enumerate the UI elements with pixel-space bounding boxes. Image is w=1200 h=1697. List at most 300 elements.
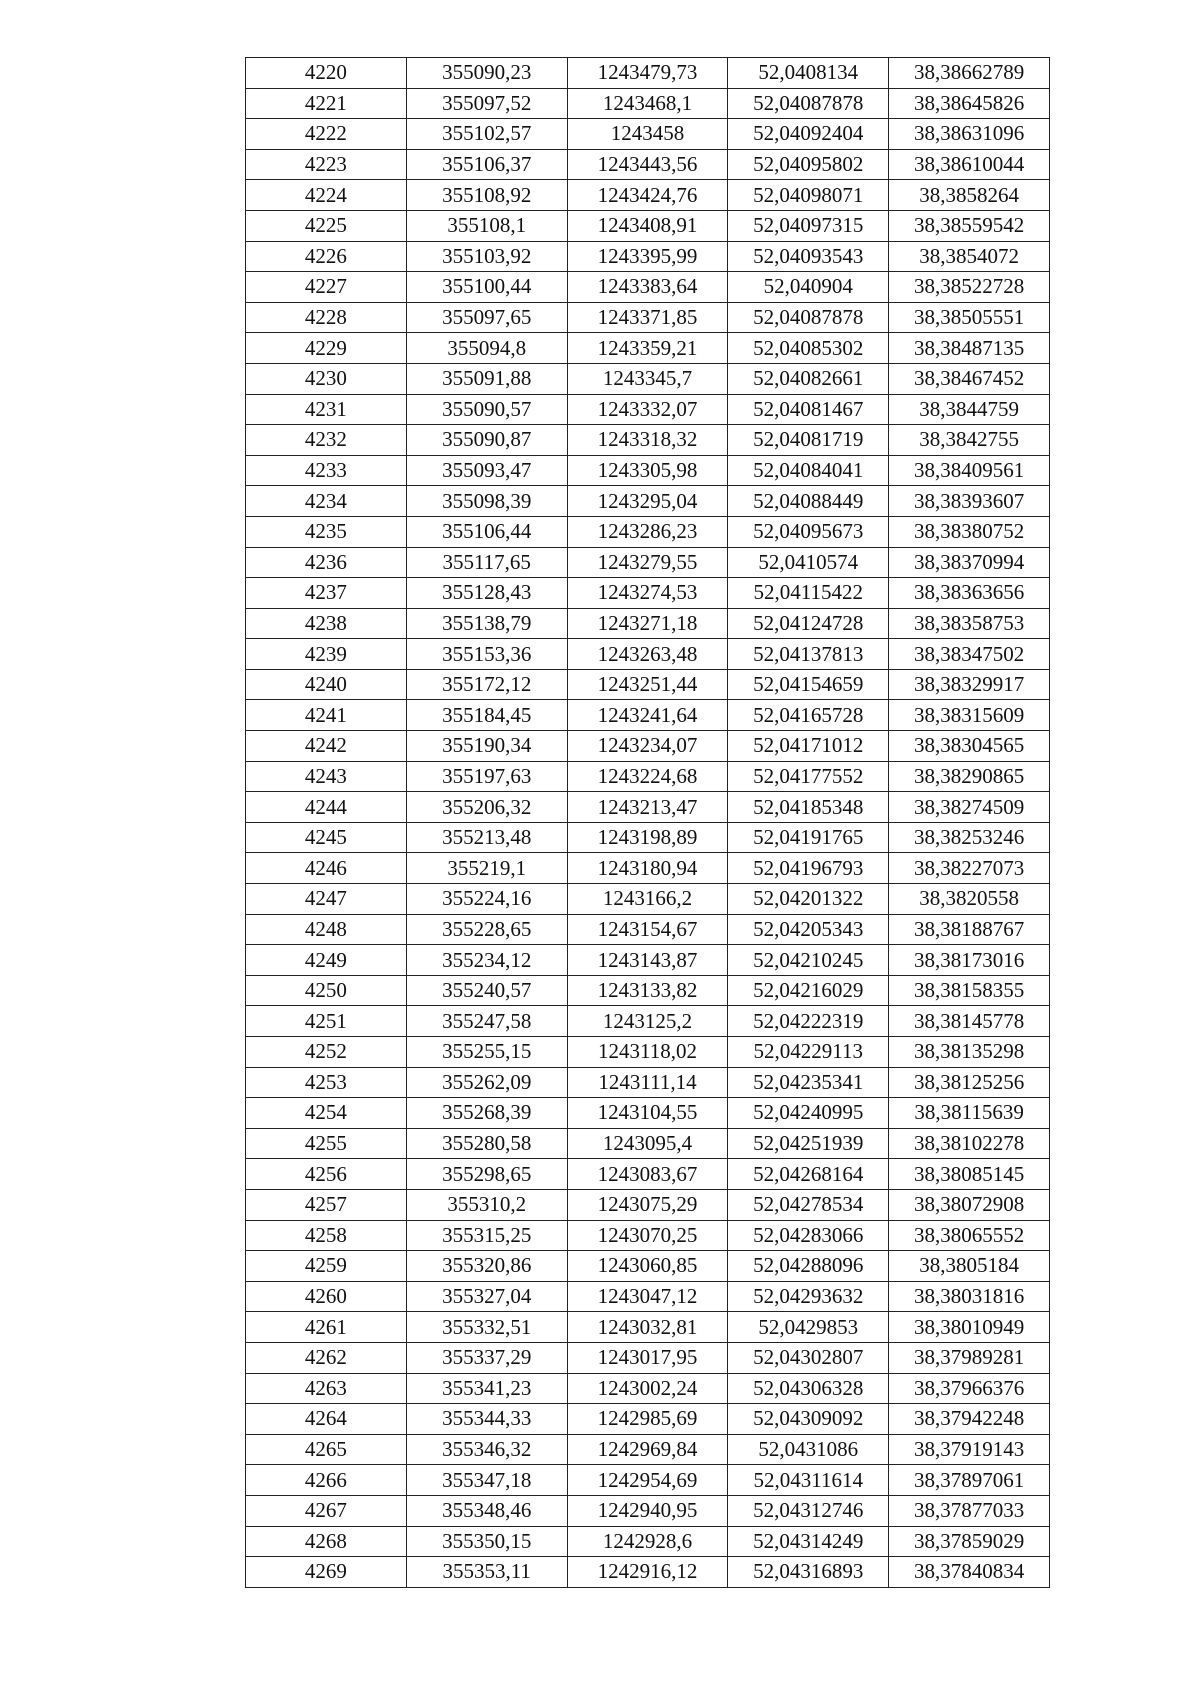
y-coordinate-cell: 1243133,82 [567, 975, 728, 1006]
longitude-cell: 38,38370994 [889, 547, 1050, 578]
longitude-cell: 38,38125256 [889, 1067, 1050, 1098]
point-number-cell: 4235 [246, 516, 407, 547]
table-row [246, 241, 1050, 272]
point-number-cell: 4253 [246, 1067, 407, 1098]
table-row [246, 1251, 1050, 1282]
y-coordinate-cell: 1243075,29 [567, 1189, 728, 1220]
longitude-cell: 38,3842755 [889, 425, 1050, 456]
y-coordinate-cell: 1243395,99 [567, 241, 728, 272]
table-row [246, 669, 1050, 700]
table-row [246, 1037, 1050, 1068]
point-number-cell: 4252 [246, 1037, 407, 1068]
point-number-cell: 4258 [246, 1220, 407, 1251]
longitude-cell: 38,38522728 [889, 272, 1050, 303]
point-number-cell: 4248 [246, 914, 407, 945]
table-row [246, 1373, 1050, 1404]
longitude-cell: 38,38158355 [889, 975, 1050, 1006]
x-coordinate-cell: 355310,2 [406, 1189, 567, 1220]
y-coordinate-cell: 1243180,94 [567, 853, 728, 884]
y-coordinate-cell: 1242928,6 [567, 1526, 728, 1557]
longitude-cell: 38,38559542 [889, 210, 1050, 241]
longitude-cell: 38,38010949 [889, 1312, 1050, 1343]
latitude-cell: 52,04196793 [728, 853, 889, 884]
longitude-cell: 38,38363656 [889, 578, 1050, 609]
longitude-cell: 38,38505551 [889, 302, 1050, 333]
y-coordinate-cell: 1243017,95 [567, 1342, 728, 1373]
table-row [246, 1404, 1050, 1435]
table-row [246, 516, 1050, 547]
table-row [246, 333, 1050, 364]
y-coordinate-cell: 1243318,32 [567, 425, 728, 456]
point-number-cell: 4222 [246, 119, 407, 150]
y-coordinate-cell: 1243271,18 [567, 608, 728, 639]
x-coordinate-cell: 355315,25 [406, 1220, 567, 1251]
latitude-cell: 52,04171012 [728, 731, 889, 762]
x-coordinate-cell: 355228,65 [406, 914, 567, 945]
latitude-cell: 52,040904 [728, 272, 889, 303]
x-coordinate-cell: 355280,58 [406, 1128, 567, 1159]
y-coordinate-cell: 1243198,89 [567, 822, 728, 853]
table-row [246, 363, 1050, 394]
latitude-cell: 52,04293632 [728, 1281, 889, 1312]
table-row [246, 884, 1050, 915]
point-number-cell: 4226 [246, 241, 407, 272]
x-coordinate-cell: 355353,11 [406, 1557, 567, 1588]
x-coordinate-cell: 355153,36 [406, 639, 567, 670]
table-row [246, 425, 1050, 456]
longitude-cell: 38,38290865 [889, 761, 1050, 792]
point-number-cell: 4231 [246, 394, 407, 425]
x-coordinate-cell: 355247,58 [406, 1006, 567, 1037]
longitude-cell: 38,38085145 [889, 1159, 1050, 1190]
y-coordinate-cell: 1243359,21 [567, 333, 728, 364]
longitude-cell: 38,38031816 [889, 1281, 1050, 1312]
latitude-cell: 52,04088449 [728, 486, 889, 517]
y-coordinate-cell: 1243002,24 [567, 1373, 728, 1404]
latitude-cell: 52,04312746 [728, 1495, 889, 1526]
table-row [246, 486, 1050, 517]
latitude-cell: 52,04316893 [728, 1557, 889, 1588]
y-coordinate-cell: 1242916,12 [567, 1557, 728, 1588]
x-coordinate-cell: 355108,1 [406, 210, 567, 241]
table-row [246, 578, 1050, 609]
latitude-cell: 52,04306328 [728, 1373, 889, 1404]
longitude-cell: 38,37877033 [889, 1495, 1050, 1526]
table-row [246, 1495, 1050, 1526]
y-coordinate-cell: 1243224,68 [567, 761, 728, 792]
x-coordinate-cell: 355347,18 [406, 1465, 567, 1496]
point-number-cell: 4246 [246, 853, 407, 884]
longitude-cell: 38,38253246 [889, 822, 1050, 853]
table-row [246, 792, 1050, 823]
y-coordinate-cell: 1243095,4 [567, 1128, 728, 1159]
table-row [246, 1128, 1050, 1159]
point-number-cell: 4249 [246, 945, 407, 976]
y-coordinate-cell: 1243118,02 [567, 1037, 728, 1068]
x-coordinate-cell: 355117,65 [406, 547, 567, 578]
table-row [246, 1434, 1050, 1465]
point-number-cell: 4263 [246, 1373, 407, 1404]
latitude-cell: 52,04092404 [728, 119, 889, 150]
point-number-cell: 4230 [246, 363, 407, 394]
longitude-cell: 38,3854072 [889, 241, 1050, 272]
point-number-cell: 4232 [246, 425, 407, 456]
longitude-cell: 38,37966376 [889, 1373, 1050, 1404]
table-row [246, 1465, 1050, 1496]
table-row [246, 1220, 1050, 1251]
y-coordinate-cell: 1243286,23 [567, 516, 728, 547]
latitude-cell: 52,04216029 [728, 975, 889, 1006]
table-row [246, 119, 1050, 150]
longitude-cell: 38,3820558 [889, 884, 1050, 915]
y-coordinate-cell: 1243234,07 [567, 731, 728, 762]
table-row [246, 1006, 1050, 1037]
table-row [246, 853, 1050, 884]
longitude-cell: 38,38115639 [889, 1098, 1050, 1129]
latitude-cell: 52,04154659 [728, 669, 889, 700]
longitude-cell: 38,38347502 [889, 639, 1050, 670]
coordinates-table-body [246, 58, 1050, 1588]
longitude-cell: 38,38409561 [889, 455, 1050, 486]
latitude-cell: 52,04095673 [728, 516, 889, 547]
y-coordinate-cell: 1243083,67 [567, 1159, 728, 1190]
table-row [246, 547, 1050, 578]
longitude-cell: 38,3858264 [889, 180, 1050, 211]
y-coordinate-cell: 1242954,69 [567, 1465, 728, 1496]
point-number-cell: 4239 [246, 639, 407, 670]
x-coordinate-cell: 355190,34 [406, 731, 567, 762]
x-coordinate-cell: 355234,12 [406, 945, 567, 976]
longitude-cell: 38,38188767 [889, 914, 1050, 945]
x-coordinate-cell: 355172,12 [406, 669, 567, 700]
longitude-cell: 38,3844759 [889, 394, 1050, 425]
point-number-cell: 4221 [246, 88, 407, 119]
x-coordinate-cell: 355090,87 [406, 425, 567, 456]
y-coordinate-cell: 1243166,2 [567, 884, 728, 915]
latitude-cell: 52,04084041 [728, 455, 889, 486]
latitude-cell: 52,04191765 [728, 822, 889, 853]
x-coordinate-cell: 355103,92 [406, 241, 567, 272]
y-coordinate-cell: 1243104,55 [567, 1098, 728, 1129]
latitude-cell: 52,04302807 [728, 1342, 889, 1373]
longitude-cell: 38,38145778 [889, 1006, 1050, 1037]
longitude-cell: 38,38380752 [889, 516, 1050, 547]
x-coordinate-cell: 355091,88 [406, 363, 567, 394]
y-coordinate-cell: 1243295,04 [567, 486, 728, 517]
x-coordinate-cell: 355240,57 [406, 975, 567, 1006]
longitude-cell: 38,37919143 [889, 1434, 1050, 1465]
table-row [246, 1281, 1050, 1312]
longitude-cell: 38,37897061 [889, 1465, 1050, 1496]
latitude-cell: 52,04177552 [728, 761, 889, 792]
table-row [246, 88, 1050, 119]
x-coordinate-cell: 355206,32 [406, 792, 567, 823]
y-coordinate-cell: 1243383,64 [567, 272, 728, 303]
point-number-cell: 4260 [246, 1281, 407, 1312]
y-coordinate-cell: 1243274,53 [567, 578, 728, 609]
latitude-cell: 52,04283066 [728, 1220, 889, 1251]
table-row [246, 914, 1050, 945]
point-number-cell: 4227 [246, 272, 407, 303]
point-number-cell: 4254 [246, 1098, 407, 1129]
latitude-cell: 52,04087878 [728, 302, 889, 333]
latitude-cell: 52,04251939 [728, 1128, 889, 1159]
point-number-cell: 4247 [246, 884, 407, 915]
latitude-cell: 52,04124728 [728, 608, 889, 639]
y-coordinate-cell: 1243408,91 [567, 210, 728, 241]
point-number-cell: 4266 [246, 1465, 407, 1496]
point-number-cell: 4233 [246, 455, 407, 486]
point-number-cell: 4264 [246, 1404, 407, 1435]
x-coordinate-cell: 355097,65 [406, 302, 567, 333]
x-coordinate-cell: 355262,09 [406, 1067, 567, 1098]
table-row [246, 639, 1050, 670]
x-coordinate-cell: 355108,92 [406, 180, 567, 211]
x-coordinate-cell: 355350,15 [406, 1526, 567, 1557]
latitude-cell: 52,0431086 [728, 1434, 889, 1465]
y-coordinate-cell: 1243424,76 [567, 180, 728, 211]
longitude-cell: 38,38358753 [889, 608, 1050, 639]
latitude-cell: 52,04311614 [728, 1465, 889, 1496]
latitude-cell: 52,04097315 [728, 210, 889, 241]
point-number-cell: 4257 [246, 1189, 407, 1220]
latitude-cell: 52,04240995 [728, 1098, 889, 1129]
y-coordinate-cell: 1243143,87 [567, 945, 728, 976]
longitude-cell: 38,38304565 [889, 731, 1050, 762]
x-coordinate-cell: 355348,46 [406, 1495, 567, 1526]
x-coordinate-cell: 355213,48 [406, 822, 567, 853]
x-coordinate-cell: 355344,33 [406, 1404, 567, 1435]
point-number-cell: 4241 [246, 700, 407, 731]
x-coordinate-cell: 355332,51 [406, 1312, 567, 1343]
y-coordinate-cell: 1243070,25 [567, 1220, 728, 1251]
x-coordinate-cell: 355090,23 [406, 58, 567, 89]
latitude-cell: 52,04205343 [728, 914, 889, 945]
point-number-cell: 4245 [246, 822, 407, 853]
longitude-cell: 38,37989281 [889, 1342, 1050, 1373]
point-number-cell: 4229 [246, 333, 407, 364]
point-number-cell: 4256 [246, 1159, 407, 1190]
table-row [246, 455, 1050, 486]
point-number-cell: 4236 [246, 547, 407, 578]
table-row [246, 761, 1050, 792]
latitude-cell: 52,04085302 [728, 333, 889, 364]
table-row [246, 394, 1050, 425]
y-coordinate-cell: 1243032,81 [567, 1312, 728, 1343]
x-coordinate-cell: 355224,16 [406, 884, 567, 915]
y-coordinate-cell: 1243241,64 [567, 700, 728, 731]
table-row [246, 1526, 1050, 1557]
latitude-cell: 52,04314249 [728, 1526, 889, 1557]
x-coordinate-cell: 355097,52 [406, 88, 567, 119]
latitude-cell: 52,04201322 [728, 884, 889, 915]
y-coordinate-cell: 1243443,56 [567, 149, 728, 180]
latitude-cell: 52,0410574 [728, 547, 889, 578]
latitude-cell: 52,04288096 [728, 1251, 889, 1282]
x-coordinate-cell: 355341,23 [406, 1373, 567, 1404]
point-number-cell: 4237 [246, 578, 407, 609]
table-row [246, 1189, 1050, 1220]
point-number-cell: 4259 [246, 1251, 407, 1282]
longitude-cell: 38,38227073 [889, 853, 1050, 884]
latitude-cell: 52,04185348 [728, 792, 889, 823]
point-number-cell: 4244 [246, 792, 407, 823]
table-row [246, 822, 1050, 853]
table-row [246, 58, 1050, 89]
y-coordinate-cell: 1243458 [567, 119, 728, 150]
table-row [246, 1557, 1050, 1588]
latitude-cell: 52,04087878 [728, 88, 889, 119]
table-row [246, 272, 1050, 303]
y-coordinate-cell: 1242985,69 [567, 1404, 728, 1435]
x-coordinate-cell: 355346,32 [406, 1434, 567, 1465]
x-coordinate-cell: 355098,39 [406, 486, 567, 517]
y-coordinate-cell: 1243371,85 [567, 302, 728, 333]
point-number-cell: 4234 [246, 486, 407, 517]
x-coordinate-cell: 355327,04 [406, 1281, 567, 1312]
x-coordinate-cell: 355106,37 [406, 149, 567, 180]
table-row [246, 180, 1050, 211]
latitude-cell: 52,04268164 [728, 1159, 889, 1190]
x-coordinate-cell: 355093,47 [406, 455, 567, 486]
table-row [246, 731, 1050, 762]
point-number-cell: 4242 [246, 731, 407, 762]
longitude-cell: 38,38102278 [889, 1128, 1050, 1159]
longitude-cell: 38,38274509 [889, 792, 1050, 823]
longitude-cell: 38,38329917 [889, 669, 1050, 700]
point-number-cell: 4240 [246, 669, 407, 700]
latitude-cell: 52,04081467 [728, 394, 889, 425]
latitude-cell: 52,04165728 [728, 700, 889, 731]
y-coordinate-cell: 1243154,67 [567, 914, 728, 945]
point-number-cell: 4238 [246, 608, 407, 639]
point-number-cell: 4265 [246, 1434, 407, 1465]
longitude-cell: 38,38393607 [889, 486, 1050, 517]
table-row [246, 1342, 1050, 1373]
x-coordinate-cell: 355138,79 [406, 608, 567, 639]
latitude-cell: 52,04309092 [728, 1404, 889, 1435]
x-coordinate-cell: 355337,29 [406, 1342, 567, 1373]
longitude-cell: 38,38610044 [889, 149, 1050, 180]
point-number-cell: 4243 [246, 761, 407, 792]
x-coordinate-cell: 355298,65 [406, 1159, 567, 1190]
x-coordinate-cell: 355268,39 [406, 1098, 567, 1129]
latitude-cell: 52,0429853 [728, 1312, 889, 1343]
table-row [246, 945, 1050, 976]
x-coordinate-cell: 355184,45 [406, 700, 567, 731]
table-row [246, 975, 1050, 1006]
x-coordinate-cell: 355128,43 [406, 578, 567, 609]
latitude-cell: 52,04115422 [728, 578, 889, 609]
point-number-cell: 4223 [246, 149, 407, 180]
longitude-cell: 38,38315609 [889, 700, 1050, 731]
longitude-cell: 38,38645826 [889, 88, 1050, 119]
table-row [246, 149, 1050, 180]
longitude-cell: 38,38173016 [889, 945, 1050, 976]
x-coordinate-cell: 355106,44 [406, 516, 567, 547]
longitude-cell: 38,38135298 [889, 1037, 1050, 1068]
x-coordinate-cell: 355320,86 [406, 1251, 567, 1282]
latitude-cell: 52,04229113 [728, 1037, 889, 1068]
point-number-cell: 4268 [246, 1526, 407, 1557]
longitude-cell: 38,38487135 [889, 333, 1050, 364]
y-coordinate-cell: 1243263,48 [567, 639, 728, 670]
latitude-cell: 52,0408134 [728, 58, 889, 89]
latitude-cell: 52,04098071 [728, 180, 889, 211]
longitude-cell: 38,38467452 [889, 363, 1050, 394]
x-coordinate-cell: 355090,57 [406, 394, 567, 425]
latitude-cell: 52,04235341 [728, 1067, 889, 1098]
point-number-cell: 4228 [246, 302, 407, 333]
y-coordinate-cell: 1243213,47 [567, 792, 728, 823]
y-coordinate-cell: 1243332,07 [567, 394, 728, 425]
latitude-cell: 52,04222319 [728, 1006, 889, 1037]
latitude-cell: 52,04082661 [728, 363, 889, 394]
table-row [246, 700, 1050, 731]
point-number-cell: 4255 [246, 1128, 407, 1159]
latitude-cell: 52,04210245 [728, 945, 889, 976]
y-coordinate-cell: 1243111,14 [567, 1067, 728, 1098]
x-coordinate-cell: 355102,57 [406, 119, 567, 150]
table-row [246, 608, 1050, 639]
longitude-cell: 38,38631096 [889, 119, 1050, 150]
longitude-cell: 38,37859029 [889, 1526, 1050, 1557]
point-number-cell: 4251 [246, 1006, 407, 1037]
point-number-cell: 4220 [246, 58, 407, 89]
latitude-cell: 52,04137813 [728, 639, 889, 670]
longitude-cell: 38,38662789 [889, 58, 1050, 89]
y-coordinate-cell: 1242969,84 [567, 1434, 728, 1465]
point-number-cell: 4262 [246, 1342, 407, 1373]
x-coordinate-cell: 355197,63 [406, 761, 567, 792]
point-number-cell: 4224 [246, 180, 407, 211]
y-coordinate-cell: 1243047,12 [567, 1281, 728, 1312]
coordinates-table [245, 57, 1050, 1588]
y-coordinate-cell: 1242940,95 [567, 1495, 728, 1526]
y-coordinate-cell: 1243468,1 [567, 88, 728, 119]
longitude-cell: 38,3805184 [889, 1251, 1050, 1282]
latitude-cell: 52,04081719 [728, 425, 889, 456]
y-coordinate-cell: 1243305,98 [567, 455, 728, 486]
longitude-cell: 38,38065552 [889, 1220, 1050, 1251]
longitude-cell: 38,37840834 [889, 1557, 1050, 1588]
table-row [246, 1067, 1050, 1098]
table-row [246, 1098, 1050, 1129]
y-coordinate-cell: 1243060,85 [567, 1251, 728, 1282]
table-row [246, 1159, 1050, 1190]
y-coordinate-cell: 1243125,2 [567, 1006, 728, 1037]
table-row [246, 302, 1050, 333]
latitude-cell: 52,04278534 [728, 1189, 889, 1220]
longitude-cell: 38,38072908 [889, 1189, 1050, 1220]
point-number-cell: 4261 [246, 1312, 407, 1343]
point-number-cell: 4250 [246, 975, 407, 1006]
y-coordinate-cell: 1243479,73 [567, 58, 728, 89]
x-coordinate-cell: 355100,44 [406, 272, 567, 303]
table-row [246, 210, 1050, 241]
x-coordinate-cell: 355255,15 [406, 1037, 567, 1068]
latitude-cell: 52,04093543 [728, 241, 889, 272]
point-number-cell: 4225 [246, 210, 407, 241]
longitude-cell: 38,37942248 [889, 1404, 1050, 1435]
x-coordinate-cell: 355094,8 [406, 333, 567, 364]
x-coordinate-cell: 355219,1 [406, 853, 567, 884]
y-coordinate-cell: 1243279,55 [567, 547, 728, 578]
point-number-cell: 4267 [246, 1495, 407, 1526]
latitude-cell: 52,04095802 [728, 149, 889, 180]
y-coordinate-cell: 1243345,7 [567, 363, 728, 394]
y-coordinate-cell: 1243251,44 [567, 669, 728, 700]
